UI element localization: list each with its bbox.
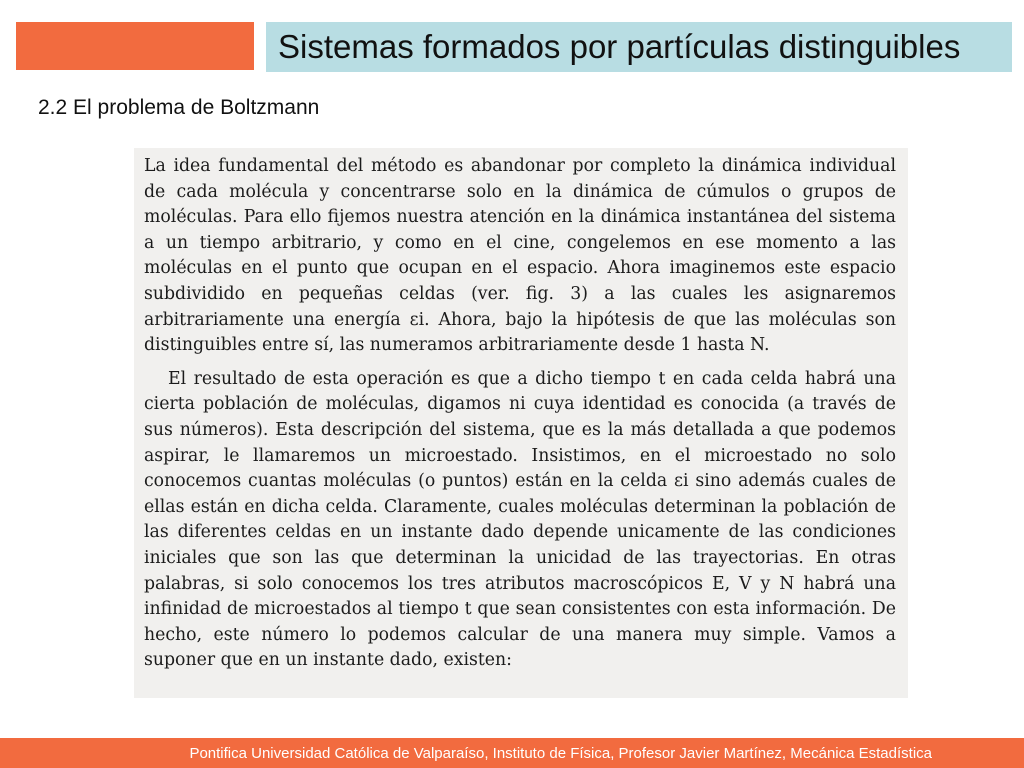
footer-bar bbox=[0, 738, 1024, 768]
scanned-text-image bbox=[134, 148, 908, 698]
scanned-paragraph-1: La idea fundamental del método es abandonar por completo la dinámica individual de cada molécula y concentrarse solo en la dinámica de cúmulos o grupos de moléculas. Para ello fijemos nuestra atención en la dinámica instantánea del sistema a un tiempo arbitrario, y como en el cine, congelemos en ese momento a las moléculas en el punto que ocupan en el espacio. Ahora imaginemos este espacio subdividido en pequeñas celdas (ver. fig. 3) a las cuales les asignaremos arbitrariamente una energía εi. Ahora, bajo la hipótesis de que las moléculas son distinguibles entre sí, las numeramos arbitrariamente desde 1 hasta N. bbox=[144, 156, 896, 356]
title-bar bbox=[266, 22, 1012, 72]
accent-block bbox=[16, 22, 254, 70]
slide-title: Sistemas formados por partículas distinguibles bbox=[278, 28, 961, 65]
scanned-paragraph-2: El resultado de esta operación es que a dicho tiempo t en cada celda habrá una cierta población de moléculas, digamos ni cuya identidad es conocida (a través de sus números). Esta descripción del sistema, que es la más detallada a que podemos aspirar, le llamaremos un microestado. Insistimos, en el microestado no solo conocemos cuantas moléculas (o puntos) están en la celda εi sino además cuales de ellas están en dicha celda. Claramente, cuales moléculas determinan la población de las diferentes celdas en un instante dado depende unicamente de las condiciones iniciales que son las que determinan la unicidad de las trayectorias. En otras palabras, si solo conocemos los tres atributos macroscópicos E, V y N habrá una infinidad de microestados al tiempo t que sean consistentes con esta información. De hecho, este número lo podemos calcular de una manera muy simple. Vamos a suponer que en un instante dado, existen: bbox=[144, 368, 896, 671]
section-heading: 2.2 El problema de Boltzmann bbox=[38, 96, 320, 119]
footer-text: Pontifica Universidad Católica de Valparaíso, Instituto de Física, Profesor Javier Martínez, Mecánica Estadística bbox=[189, 744, 932, 762]
